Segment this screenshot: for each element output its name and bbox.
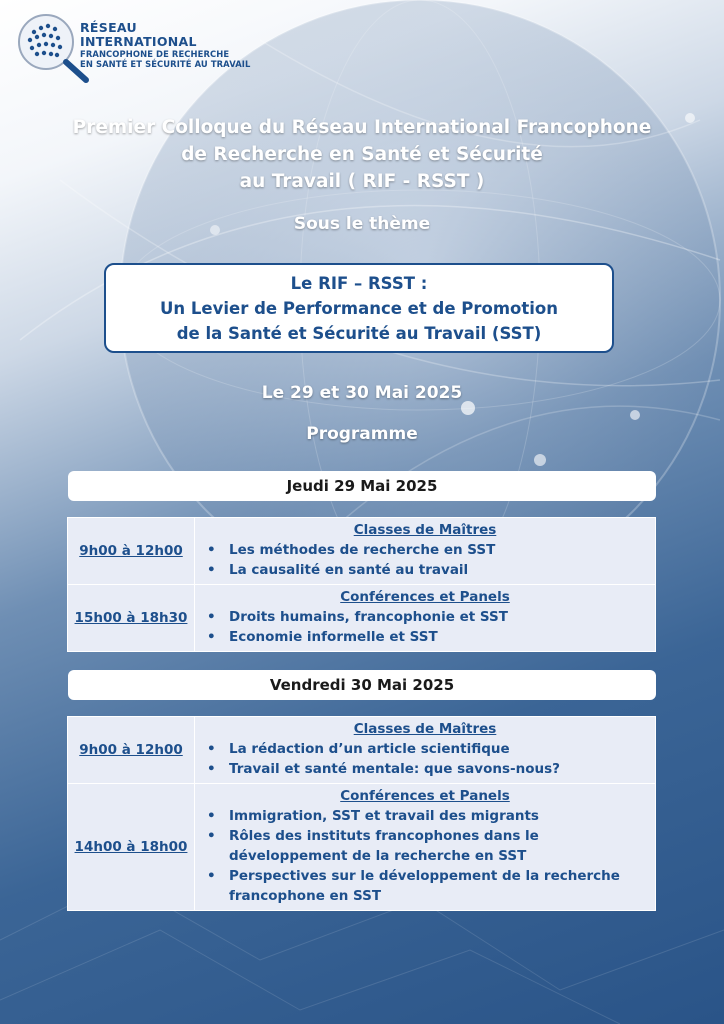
list-item: • Travail et santé mentale: que savons-nous? <box>229 759 649 779</box>
session-category: Conférences et Panels <box>340 788 510 804</box>
logo-text <box>80 21 254 69</box>
day-header-thursday: Jeudi 29 Mai 2025 <box>68 471 656 501</box>
session-content <box>195 518 656 585</box>
list-item: • La causalité en santé au travail <box>229 560 649 580</box>
event-title <box>40 114 684 195</box>
session-time: 9h00 à 12h00 <box>68 518 195 585</box>
table-row <box>68 585 656 652</box>
session-time: 9h00 à 12h00 <box>68 717 195 784</box>
list-item: • Economie informelle et SST <box>229 627 649 647</box>
theme-line-1: Le RIF – RSST : <box>290 274 428 293</box>
theme-line-2: Un Levier de Performance et de Promotion <box>160 299 558 318</box>
theme-intro: Sous le thème <box>293 214 431 234</box>
list-item: • Rôles des instituts francophones dans le développement de la recherche en SST <box>229 826 649 866</box>
session-items <box>201 739 649 779</box>
session-category: Conférences et Panels <box>340 589 510 605</box>
schedule-table-thursday <box>67 517 656 652</box>
table-row <box>68 518 656 585</box>
list-item: • Perspectives sur le développement de la recherche francophone en SST <box>229 866 649 906</box>
event-title-line-1: Premier Colloque du Réseau International Francophone <box>72 117 652 138</box>
list-item: • Les méthodes de recherche en SST <box>229 540 649 560</box>
logo-line-1: RÉSEAU INTERNATIONAL <box>80 20 197 49</box>
list-item: • Droits humains, francophonie et SST <box>229 607 649 627</box>
table-row <box>68 717 656 784</box>
schedule-table-friday <box>67 716 656 911</box>
table-row <box>68 784 656 911</box>
session-content <box>195 784 656 911</box>
event-title-line-2: de Recherche en Santé et Sécurité <box>181 144 543 165</box>
list-item: • La rédaction d’un article scientifique <box>229 739 649 759</box>
session-content <box>195 717 656 784</box>
session-time: 15h00 à 18h30 <box>68 585 195 652</box>
event-title-line-3: au Travail ( RIF - RSST ) <box>239 171 485 192</box>
theme-box <box>104 263 614 353</box>
logo-line-3: EN SANTÉ ET SÉCURITÉ AU TRAVAIL <box>80 59 251 69</box>
day-header-friday: Vendredi 30 Mai 2025 <box>68 670 656 700</box>
session-items <box>201 806 649 906</box>
session-items <box>201 540 649 580</box>
session-category: Classes de Maîtres <box>353 721 497 737</box>
organization-logo <box>14 12 254 86</box>
session-content <box>195 585 656 652</box>
list-item: • Immigration, SST et travail des migrants <box>229 806 649 826</box>
logo-line-2: FRANCOPHONE DE RECHERCHE <box>80 49 230 59</box>
programme-heading: Programme <box>306 424 418 444</box>
session-items <box>201 607 649 647</box>
theme-line-3: de la Santé et Sécurité au Travail (SST) <box>176 324 542 343</box>
event-dates: Le 29 et 30 Mai 2025 <box>261 383 463 403</box>
session-time: 14h00 à 18h00 <box>68 784 195 911</box>
session-category: Classes de Maîtres <box>353 522 497 538</box>
